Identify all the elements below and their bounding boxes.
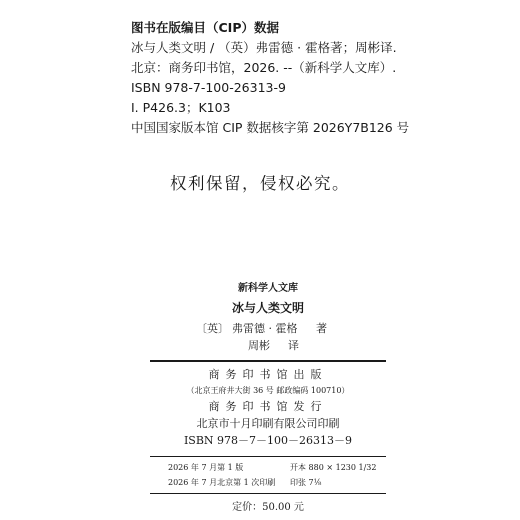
imprint-block	[150, 280, 386, 513]
cip-line-record-number: 中国国家版本馆 CIP 数据核字第 2026Y7B126 号	[131, 120, 410, 135]
cip-line-title: 冰与人类文明 / （英）弗雷德 · 霍格著；周彬译.	[131, 40, 397, 55]
publisher-address: （北京王府井大街 36 号 邮政编码 100710）	[186, 386, 350, 395]
book-title: 冰与人类文明	[231, 301, 304, 315]
publisher-block	[150, 366, 386, 449]
bottom-rule	[150, 493, 386, 494]
edition-info: 2026 年 7 月第 1 版	[168, 463, 244, 472]
translator-role: 译	[288, 339, 299, 352]
publisher-line: 商务印书馆出版	[208, 368, 328, 381]
edition-row	[150, 461, 386, 475]
cip-line-publisher: 北京：商务印书馆，2026. --（新科学人文库）.	[131, 60, 397, 75]
cip-data-block	[131, 18, 511, 138]
sheets-info: 印张 7⅛	[290, 478, 322, 487]
cip-heading: 图书在版编目（CIP）数据	[131, 20, 279, 35]
distributor-line: 商务印书馆发行	[208, 400, 328, 413]
format-info: 开本 880 × 1230 1/32	[290, 463, 377, 472]
printing-info: 2026 年 7 月北京第 1 次印刷	[168, 478, 276, 487]
author-name: 弗雷德 · 霍格	[232, 322, 298, 335]
cip-line-classification: Ⅰ. P426.3；K103	[131, 100, 231, 115]
middle-rule	[150, 456, 386, 457]
author-nationality: 〔英〕	[196, 322, 229, 335]
price: 定价：50.00 元	[232, 502, 304, 513]
printer-line: 北京市十月印刷有限公司印刷	[196, 417, 340, 430]
imprint-isbn: ISBN 978－7－100－26313－9	[183, 434, 353, 447]
printing-row	[150, 476, 386, 490]
top-rule	[150, 360, 386, 362]
rights-notice: 权利保留，侵权必究。	[170, 174, 350, 193]
cip-line-isbn: ISBN 978-7-100-26313-9	[131, 80, 286, 95]
translator-name: 周彬	[248, 339, 270, 352]
series-name: 新科学人文库	[238, 283, 298, 294]
author-role: 著	[316, 322, 327, 335]
